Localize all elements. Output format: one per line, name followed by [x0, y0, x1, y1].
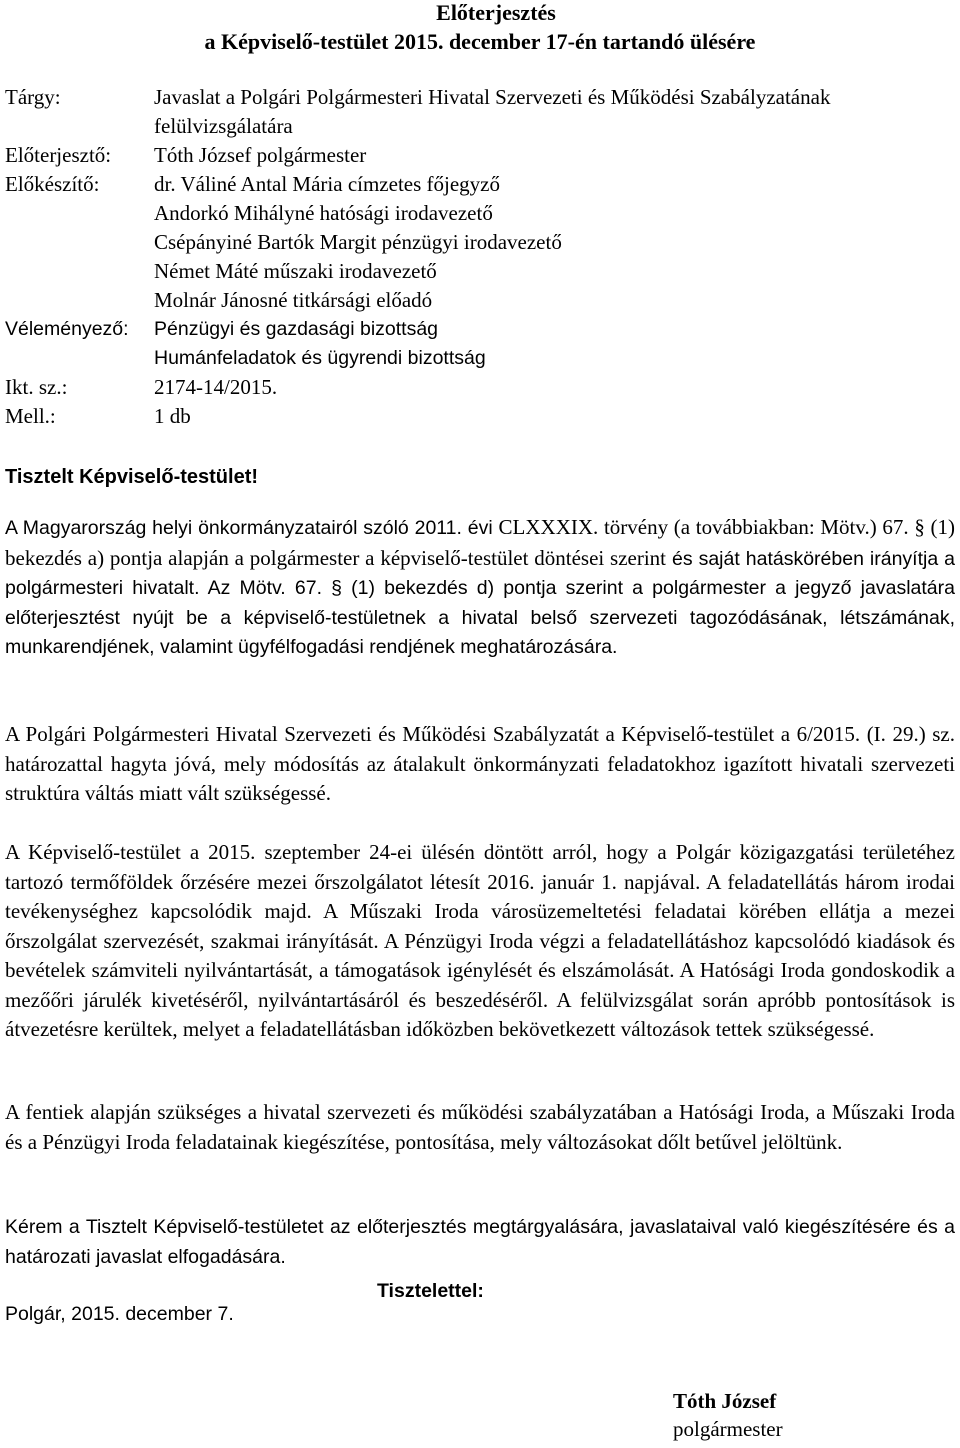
signer-title: polgármester: [673, 1417, 783, 1441]
attachment-value: 1 db: [154, 404, 191, 428]
paragraph-legal-basis-part2: CLXXXIX. törvény (a továbbiakban: Mötv.) 67. § (1) bekezdés a) pontja alapján a polgármester a képviselő-testület döntései szerint: [5, 515, 955, 570]
subject-value-line2: felülvizsgálatára: [154, 114, 293, 138]
subject-label: Tárgy:: [5, 85, 61, 109]
meta-subject-row-2: [5, 112, 955, 141]
meta-preparer-row: [5, 228, 955, 257]
meta-reviewer-row: [5, 315, 955, 344]
meta-file-row: [5, 373, 955, 402]
meta-block: [5, 83, 955, 431]
file-number-value: 2174-14/2015.: [154, 375, 278, 399]
preparer-item: Molnár Jánosné titkársági előadó: [154, 288, 433, 312]
meta-preparer-row: [5, 257, 955, 286]
paragraph-field-guard: A Képviselő-testület a 2015. szeptember 24-ei ülésén döntött arról, hogy a Polgár közigazgatási területéhez tartozó termőföldek őrzésére mezei őrszolgálatot létesít 2016. január 1. napjával. A feladatellátás három irodai tevékenységhez kapcsolódik majd. A Műszaki Iroda városüzemeltetési feladatai körében ellátja a mezei őrszolgálat szervezését, szakmai irányítását. A Pénzügyi Iroda végzi a feladatellátáshoz kapcsolódó kiadások és bevételek számviteli nyilvántartását, a támogatások igénylését és elszámolását. A Hatósági Iroda gondoskodik a mezőőri járulék kivetéséről, nyilvántartásáról és beszedéséről. A felülvizsgálat során apróbb pontosítások is átvezetésre kerültek, melyet a feladatellátásban időközben bekövetkezett változások tettek szükségessé.: [5, 840, 955, 1041]
meta-presenter-row: [5, 141, 955, 170]
closing-regards: Tisztelettel:: [377, 1280, 484, 1302]
salutation: Tisztelt Képviselő-testület!: [5, 466, 259, 488]
reviewer-label: Véleményező:: [5, 318, 129, 340]
document-subtitle: a Képviselő-testület 2015. december 17-én tartandó ülésére: [204, 29, 756, 54]
reviewer-item: Humánfeladatok és ügyrendi bizottság: [154, 347, 486, 369]
paragraph-conclusion: A fentiek alapján szükséges a hivatal szervezeti és működési szabályzatában a Hatósági Iroda, a Műszaki Iroda és a Pénzügyi Iroda feladatainak kiegészítése, pontosítása, mely változásokat dőlt betűvel jelöltünk.: [5, 1100, 955, 1154]
subject-value-line1: Javaslat a Polgári Polgármesteri Hivatal Szervezeti és Működési Szabályzatának: [154, 85, 831, 109]
presenter-value: Tóth József polgármester: [154, 143, 367, 167]
meta-attachment-row: [5, 402, 955, 431]
preparer-label: Előkészítő:: [5, 172, 100, 196]
meta-preparer-row: [5, 170, 955, 199]
meta-preparer-row: [5, 199, 955, 228]
preparer-item: Andorkó Mihályné hatósági irodavezető: [154, 201, 493, 225]
reviewer-item: Pénzügyi és gazdasági bizottság: [154, 318, 439, 340]
meta-reviewer-row: [5, 344, 955, 373]
paragraph-request: Kérem a Tisztelt Képviselő-testületet az előterjesztés megtárgyalására, javaslataival való kiegészítésére és a határozati javaslat elfogadására.: [5, 1216, 955, 1268]
meta-preparer-row: [5, 286, 955, 315]
preparer-item: Német Máté műszaki irodavezető: [154, 259, 437, 283]
paragraph-legal-basis: [5, 513, 955, 663]
file-number-label: Ikt. sz.:: [5, 375, 68, 399]
presenter-label: Előterjesztő:: [5, 143, 112, 167]
place-date: Polgár, 2015. december 7.: [5, 1303, 234, 1325]
signer-name: Tóth József: [673, 1389, 777, 1413]
paragraph-legal-basis-part1: A Magyarország helyi önkormányzatairól szóló 2011. évi: [5, 517, 499, 539]
preparer-item: Csépányiné Bartók Margit pénzügyi irodavezető: [154, 230, 562, 254]
paragraph-legal-basis-part3: és saját hatáskörében irányítja a polgármesteri hivatalt. Az Mötv. 67. § (1) bekezdés d) pontja szerint a polgármester a jegyző javaslatára előterjesztést nyújt be a képviselő-testületnek a hivatal belső szervezeti tagozódásának, létszámának, munkarendjének, valamint ügyfélfogadási rendjének meghatározására.: [5, 547, 955, 658]
meta-subject-row: [5, 83, 955, 112]
preparer-item: dr. Váliné Antal Mária címzetes főjegyző: [154, 172, 500, 196]
attachment-label: Mell.:: [5, 404, 56, 428]
document-title: Előterjesztés: [436, 0, 556, 25]
paragraph-previous-decision: A Polgári Polgármesteri Hivatal Szervezeti és Működési Szabályzatát a Képviselő-testület a 6/2015. (I. 29.) sz. határozattal hagyta jóvá, mely módosítás az átalakult önkormányzati feladatokhoz igazított hivatali szervezeti struktúra váltás miatt vált szükségessé.: [5, 722, 955, 805]
